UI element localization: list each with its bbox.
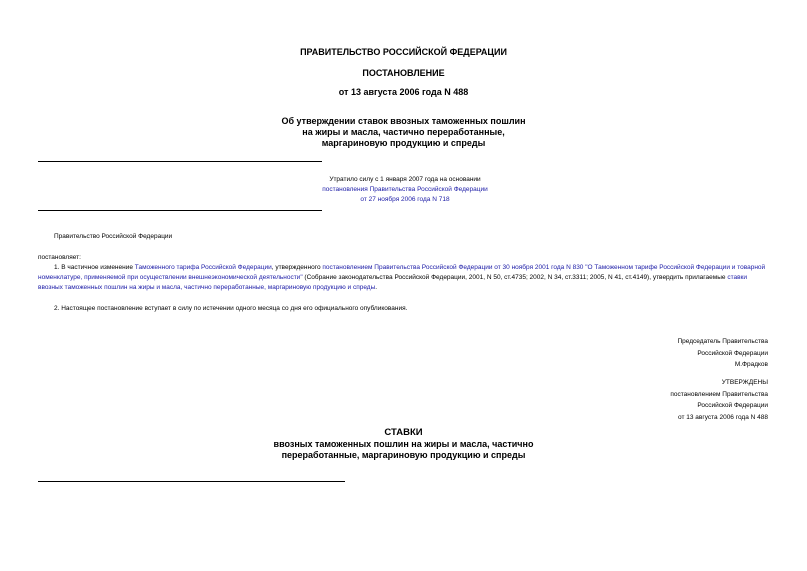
doc-title-line-2: на жиры и масла, частично переработанные, (302, 127, 505, 137)
government-heading: ПРАВИТЕЛЬСТВО РОССИЙСКОЙ ФЕДЕРАЦИИ (300, 47, 507, 57)
p1-text-2: , утвержденного (271, 264, 323, 271)
annex-subtitle-line-2: переработанные, маргариновую продукцию и спреды (281, 450, 526, 460)
separator-line (38, 161, 322, 162)
resolution-830-link[interactable]: постановлением Правительства Российской Федерации от 30 ноября 2001 года N 830 "О Таможенном тарифе Российской Федерации и товарной номенклатуре, применяемой при осуществлении внешнеэкономической деятельности" (38, 264, 766, 281)
p1-text-4: . (375, 284, 378, 291)
paragraph-1 (38, 263, 770, 293)
signature-title: Председатель Правительства (677, 338, 768, 345)
intro-text: Правительство Российской Федерации (54, 233, 173, 240)
p1-text-1: 1. В частичное изменение (54, 264, 135, 271)
separator-line (38, 210, 322, 211)
annex-subtitle-line-1: ввозных таможенных пошлин на жиры и масла, частично (273, 439, 534, 449)
approval-line-3: Российской Федерации (697, 402, 768, 409)
doc-title-line-3: маргариновую продукцию и спреды (321, 138, 486, 148)
signature-name: М.Фрадков (734, 361, 768, 368)
rates-annex-link[interactable]: ставки ввозных таможенных пошлин на жиры и масла, частично переработанные, маргариновую продукцию и спреды (38, 274, 748, 291)
customs-tariff-link[interactable]: Таможенного тарифа Российской Федерации (134, 264, 272, 271)
paragraph-2: 2. Настоящее постановление вступает в силу по истечении одного месяца со дня его официального опубликования. (54, 305, 408, 312)
repeal-notice-text: Утратило силу с 1 января 2007 года на основании (329, 176, 481, 183)
approval-line-4: от 13 августа 2006 года N 488 (677, 413, 768, 421)
repeal-link-line-2[interactable]: от 27 ноября 2006 года N 718 (360, 196, 450, 203)
p1-text-3: (Собрание законодательства Российской Федерации, 2001, N 50, ст.4735; 2002, N 34, ст.3311; 2005, N 41, ст.4149), утвердить прилагаемые (302, 274, 728, 281)
separator-line (38, 481, 345, 482)
approval-heading: УТВЕРЖДЕНЫ (721, 379, 768, 386)
annex-title: СТАВКИ (384, 427, 423, 438)
doc-title-line-1: Об утверждении ставок ввозных таможенных пошлин (281, 116, 526, 126)
signature-org: Российской Федерации (697, 349, 768, 357)
doc-date-number: от 13 августа 2006 года N 488 (338, 87, 469, 97)
signature-block (677, 336, 768, 371)
repeal-notice (235, 175, 575, 205)
approval-block (670, 377, 768, 423)
approval-line-2: постановлением Правительства (670, 390, 768, 398)
resolves-text: постановляет: (38, 254, 81, 261)
doc-type-heading: ПОСТАНОВЛЕНИЕ (362, 68, 445, 78)
repeal-link-line-1[interactable]: постановления Правительства Российской Федерации (322, 186, 488, 193)
